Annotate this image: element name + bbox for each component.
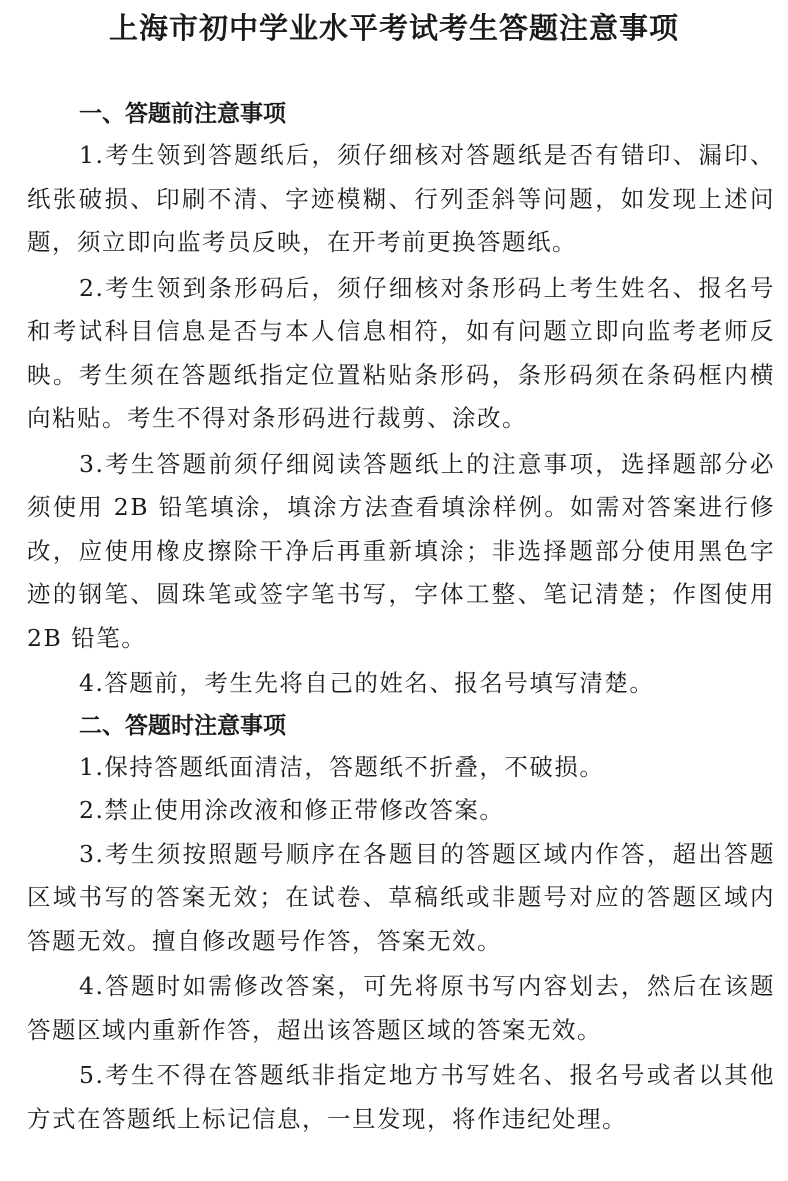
list-item: 3.考生须按照题号顺序在各题目的答题区域内作答，超出答题区域书写的答案无效；在试卷、草稿纸或非题号对应的答题区域内答题无效。擅自修改题号作答，答案无效。 <box>27 839 775 955</box>
document-title: 上海市初中学业水平考试考生答题注意事项 <box>108 11 679 45</box>
section-heading: 一、答题前注意事项 <box>79 101 286 127</box>
section-before-answering <box>27 94 775 706</box>
list-item: 1.保持答题纸面清洁，答题纸不折叠，不破损。 <box>79 752 605 781</box>
list-item: 1.考生领到答题纸后，须仔细核对答题纸是否有错印、漏印、纸张破损、印刷不清、字迹模糊、行列歪斜等问题，如发现上述问题，须立即向监考员反映，在开考前更换答题纸。 <box>27 141 775 256</box>
list-item: 5.考生不得在答题纸非指定地方书写姓名、报名号或者以其他方式在答题纸上标记信息，一旦发现，将作违纪处理。 <box>27 1061 775 1133</box>
list-item: 2.禁止使用涂改液和修正带修改答案。 <box>79 796 505 824</box>
list-item: 2.考生领到条形码后，须仔细核对条形码上考生姓名、报名号和考试科目信息是否与本人信息相符，如有问题立即向监考老师反映。考生须在答题纸指定位置粘贴条形码，条形码须在条码框内横向粘贴。考生不得对条形码进行裁剪、涂改。 <box>27 273 775 432</box>
section-during-answering <box>27 706 775 1142</box>
list-item: 3.考生答题前须仔细阅读答题纸上的注意事项，选择题部分必须使用 2B 铅笔填涂，填涂方法查看填涂样例。如需对答案进行修改，应使用橡皮擦除干净后再重新填涂；非选择题部分使用黑色字迹的钢笔、圆珠笔或签字笔书写，字体工整、笔记清楚；作图使用 2B 铅笔。 <box>27 449 775 652</box>
list-item: 4.答题时如需修改答案，可先将原书写内容划去，然后在该题答题区域内重新作答，超出该答题区域的答案无效。 <box>27 972 775 1044</box>
list-item: 4.答题前，考生先将自己的姓名、报名号填写清楚。 <box>79 669 655 697</box>
document-body <box>27 94 775 1143</box>
section-heading: 二、答题时注意事项 <box>79 712 286 739</box>
